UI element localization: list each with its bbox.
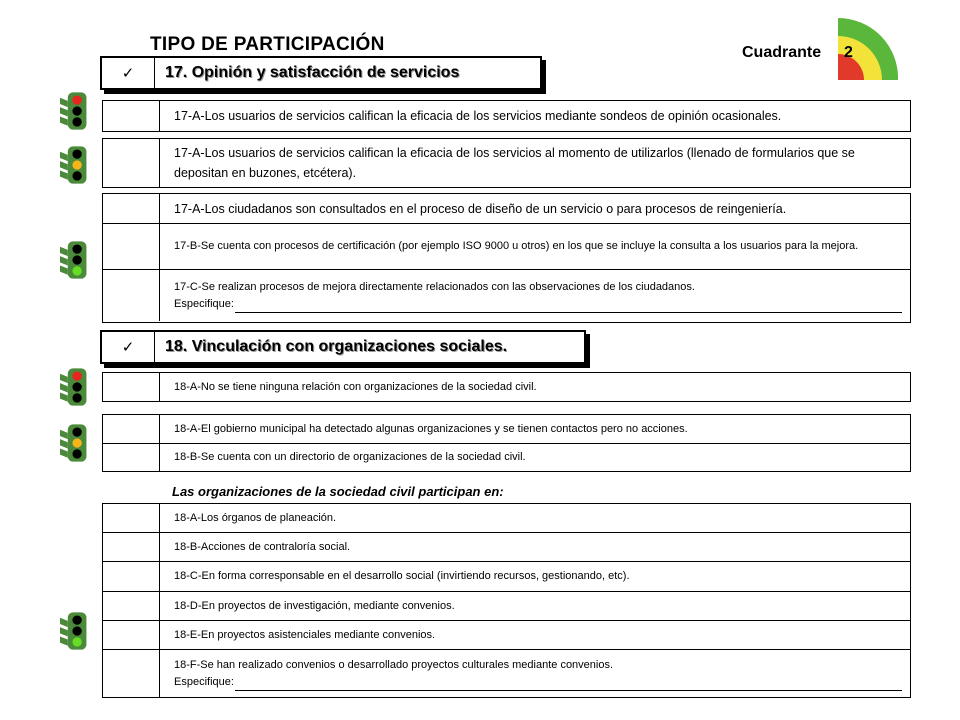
section-18-title: 18. Vinculación con organizaciones sociales.	[165, 338, 508, 355]
table-row	[103, 269, 910, 321]
specify-input[interactable]	[235, 680, 902, 691]
table-row	[103, 139, 910, 187]
item-text: 18-C-En forma corresponsable en el desarrollo social (invirtiendo recursos, gestionando, etc).	[174, 570, 630, 582]
table-row	[103, 504, 910, 532]
item-text: 18-A-Los órganos de planeación.	[174, 511, 337, 524]
table-row	[103, 620, 910, 649]
s17-yellow-group	[102, 138, 911, 188]
item-text: 18-E-En proyectos asistenciales mediante convenios.	[174, 628, 436, 641]
item-text: 18-A-No se tiene ninguna relación con organizaciones de la sociedad civil.	[174, 380, 537, 393]
s17-green-group	[102, 193, 911, 323]
specify-input[interactable]	[235, 302, 902, 313]
traffic-light-yellow-icon	[60, 414, 88, 472]
checkbox-cell[interactable]	[103, 415, 160, 443]
checkbox-cell[interactable]	[103, 562, 160, 591]
traffic-light-yellow-icon	[60, 140, 88, 190]
table-row	[103, 373, 910, 401]
table-row	[103, 591, 910, 620]
s18-green-group	[102, 503, 911, 698]
item-text: 18-B-Acciones de contraloría social.	[174, 540, 351, 553]
check-icon: ✓	[102, 332, 155, 362]
s18-red-group	[102, 372, 911, 402]
item-text: 17-A-Los usuarios de servicios califican la eficacia de los servicios al momento de utilizarlos (llenado de formularios que se depositan en buzones, etcétera).	[174, 146, 855, 180]
item-text: 17-B-Se cuenta con procesos de certificación (por ejemplo ISO 9000 u otros) en los que se incluye la consulta a los usuarios para la mejora.	[174, 240, 859, 252]
item-text: 18-F-Se han realizado convenios o desarrollado proyectos culturales mediante convenios.	[174, 658, 614, 671]
item-text: 17-A-Los usuarios de servicios califican la eficacia de los servicios mediante sondeos de opinión ocasionales.	[174, 109, 782, 123]
checkbox-cell[interactable]	[103, 650, 160, 697]
checkbox-cell[interactable]	[103, 139, 160, 187]
s17-red-group	[102, 100, 911, 132]
table-row	[103, 443, 910, 471]
table-row	[103, 101, 910, 131]
checkbox-cell[interactable]	[103, 194, 160, 223]
table-row	[103, 415, 910, 443]
page-title: TIPO DE PARTICIPACIÓN	[150, 34, 385, 55]
table-row	[103, 561, 910, 591]
item-text: 17-C-Se realizan procesos de mejora directamente relacionados con las observaciones de los ciudadanos.	[174, 280, 695, 293]
section-18-header	[100, 330, 586, 364]
checkbox-cell[interactable]	[103, 621, 160, 649]
quadrant-icon	[826, 18, 898, 82]
checkbox-cell[interactable]	[103, 224, 160, 269]
traffic-light-green-icon	[60, 602, 88, 660]
table-row	[103, 649, 910, 697]
checkbox-cell[interactable]	[103, 444, 160, 471]
checkbox-cell[interactable]	[103, 270, 160, 321]
specify-label: Especifique:	[174, 675, 234, 688]
traffic-light-green-icon	[60, 230, 88, 290]
quadrant-label: Cuadrante	[742, 44, 822, 61]
checkbox-cell[interactable]	[103, 533, 160, 561]
specify-label: Especifique:	[174, 297, 234, 310]
item-text: 18-A-El gobierno municipal ha detectado algunas organizaciones y se tienen contactos pero no acciones.	[174, 422, 688, 435]
table-row	[103, 532, 910, 561]
checkbox-cell[interactable]	[103, 592, 160, 620]
s18-yellow-group	[102, 414, 911, 472]
item-text: 17-A-Los ciudadanos son consultados en el proceso de diseño de un servicio o para procesos de reingeniería.	[174, 201, 787, 216]
item-text: 18-B-Se cuenta con un directorio de organizaciones de la sociedad civil.	[174, 451, 526, 463]
table-row	[103, 223, 910, 269]
table-row	[103, 194, 910, 223]
subheading: Las organizaciones de la sociedad civil participan en:	[172, 484, 504, 499]
checkbox-cell[interactable]	[103, 504, 160, 532]
check-icon: ✓	[102, 58, 155, 88]
traffic-light-red-icon	[60, 362, 88, 412]
checkbox-cell[interactable]	[103, 101, 160, 131]
item-text: 18-D-En proyectos de investigación, mediante convenios.	[174, 599, 455, 612]
quadrant-number: 2	[844, 44, 853, 61]
section-17-header	[100, 56, 542, 90]
section-17-title: 17. Opinión y satisfacción de servicios	[165, 64, 460, 81]
checkbox-cell[interactable]	[103, 373, 160, 401]
traffic-light-red-icon	[60, 86, 88, 136]
